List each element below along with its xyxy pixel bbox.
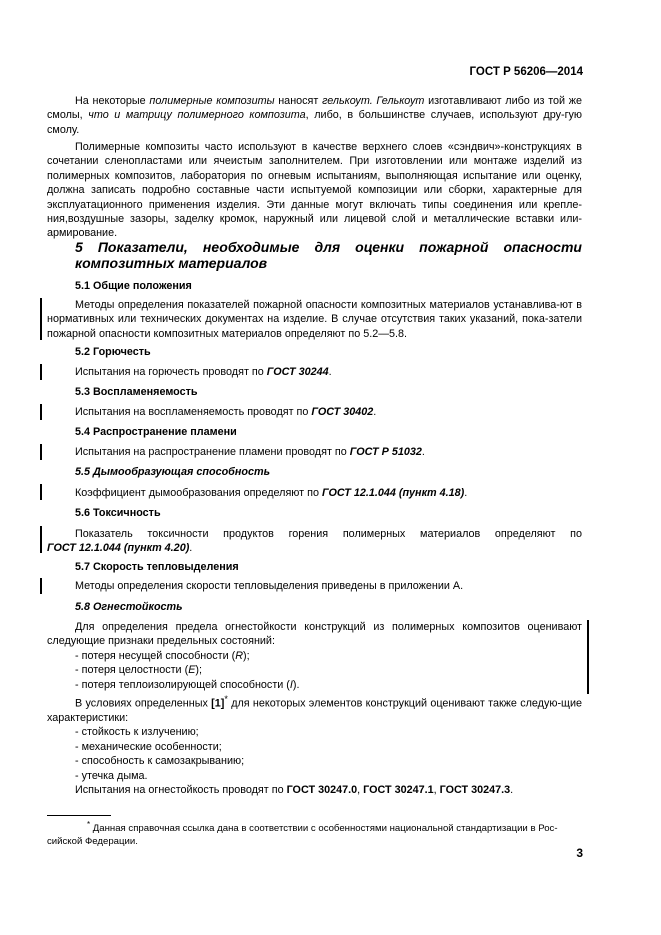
change-bar-right [587, 620, 589, 694]
limit-state-item: - потеря теплоизолирующей способности (I). [75, 678, 300, 691]
characteristic-item: - утечка дыма. [75, 769, 148, 782]
subsection-5-5-text: Коэффициент дымообразования определяют по ГОСТ 12.1.044 (пункт 4.18). [75, 487, 468, 499]
subsection-5-4-title: 5.4 Распространение пламени [75, 426, 237, 438]
change-bar [40, 484, 42, 500]
intro-paragraph-2: Полимерные композиты часто используют в качестве верхнего слоев «сэндвич»-конструкциях в сочетании сленопластами или ячеистым заполнителем. При изготовлении или монтаже изделий из полимерных композитов, лаборатория по огневым испытаниям, выполняющая испытание или оценку, должна записать подробно составные части испытуемой композиции или сборки, характерные для эксплуатационного применения изделия. Эти данные могут включать типы соединения или крепле-ния,воздушные зазоры, заделку кромок, наружный или лицевой слой и металлические вставки или-армирование. [47, 141, 582, 240]
subsection-5-2-title: 5.2 Горючесть [75, 346, 151, 358]
limit-state-item: - потеря несущей способности (R); [75, 649, 250, 662]
subsection-5-8-text: Для определения предела огнестойкости конструкций из полимерных композитов оценивают следующие признаки предельных состояний: - потеря несущей способности (R); - потеря целостности (E); - потеря теплоизолирующей способности (I). В условиях определенных [1]* для некоторых элементов конструкций оценивают также следую-щие характеристики: - стойкость к излучению; - механические особенности; - способность к самозакрыванию; - утечка дыма. Испытания на огнестойкость проводят по ГОСТ 30247.0, ГОСТ 30247.1, ГОСТ 30247.3. [47, 621, 582, 797]
subsection-5-6-text: Показатель токсичности продуктов горения полимерных материалов определяют по ГОСТ 12.1.044 (пункт 4.20). [47, 528, 582, 555]
subsection-5-2-text: Испытания на горючесть проводят по ГОСТ 30244. [75, 366, 332, 378]
characteristic-item: - способность к самозакрыванию; [75, 755, 245, 768]
subsection-5-3-text: Испытания на воспламеняемость проводят по ГОСТ 30402. [75, 406, 377, 418]
change-bar [40, 298, 42, 340]
subsection-5-6-title: 5.6 Токсичность [75, 507, 161, 519]
subsection-5-8-title: 5.8 Огнестойкость [75, 601, 183, 613]
page-number: 3 [576, 846, 583, 860]
section-5-heading: 5 Показатели, необходимые для оценки пожарной опасности композитных материалов [75, 239, 582, 271]
change-bar [40, 578, 42, 594]
subsection-5-3-title: 5.3 Воспламеняемость [75, 386, 198, 398]
subsection-5-1-title: 5.1 Общие положения [75, 280, 192, 292]
footnote-separator [47, 815, 111, 816]
limit-state-item: - потеря целостности (E); [75, 664, 202, 677]
document-header: ГОСТ Р 56206—2014 [469, 66, 583, 78]
subsection-5-4-text: Испытания на распространение пламени проводят по ГОСТ Р 51032. [75, 446, 425, 458]
footnote: * Данная справочная ссылка дана в соответствии с особенностями национальной стандартизации в Рос-сийской Федерации. [47, 820, 558, 848]
intro-paragraph-1: На некоторые полимерные композиты наносят гелькоут. Гелькоут изготавливают либо из той же смолы, что и матрицу полимерного композита, либо, в большинстве случаев, используют дру-гую смолу. [47, 95, 583, 136]
subsection-5-5-title: 5.5 Дымообразующая способность [75, 466, 270, 478]
subsection-5-1-text: Методы определения показателей пожарной опасности композитных материалов устанавлива-ют в нормативных или технических документах на изделие. В случае отсутствия таких указаний, пока-затели пожарной опасности композитных материалов определяют по 5.2—5.8. [47, 299, 582, 340]
subsection-5-7-text: Методы определения скорости тепловыделения приведены в приложении А. [75, 580, 464, 592]
characteristic-item: - стойкость к излучению; [75, 726, 199, 739]
subsection-5-7-title: 5.7 Скорость тепловыделения [75, 561, 239, 573]
change-bar [40, 364, 42, 380]
change-bar [40, 444, 42, 460]
change-bar [40, 404, 42, 420]
characteristic-item: - механические особенности; [75, 740, 222, 753]
change-bar [40, 526, 42, 553]
